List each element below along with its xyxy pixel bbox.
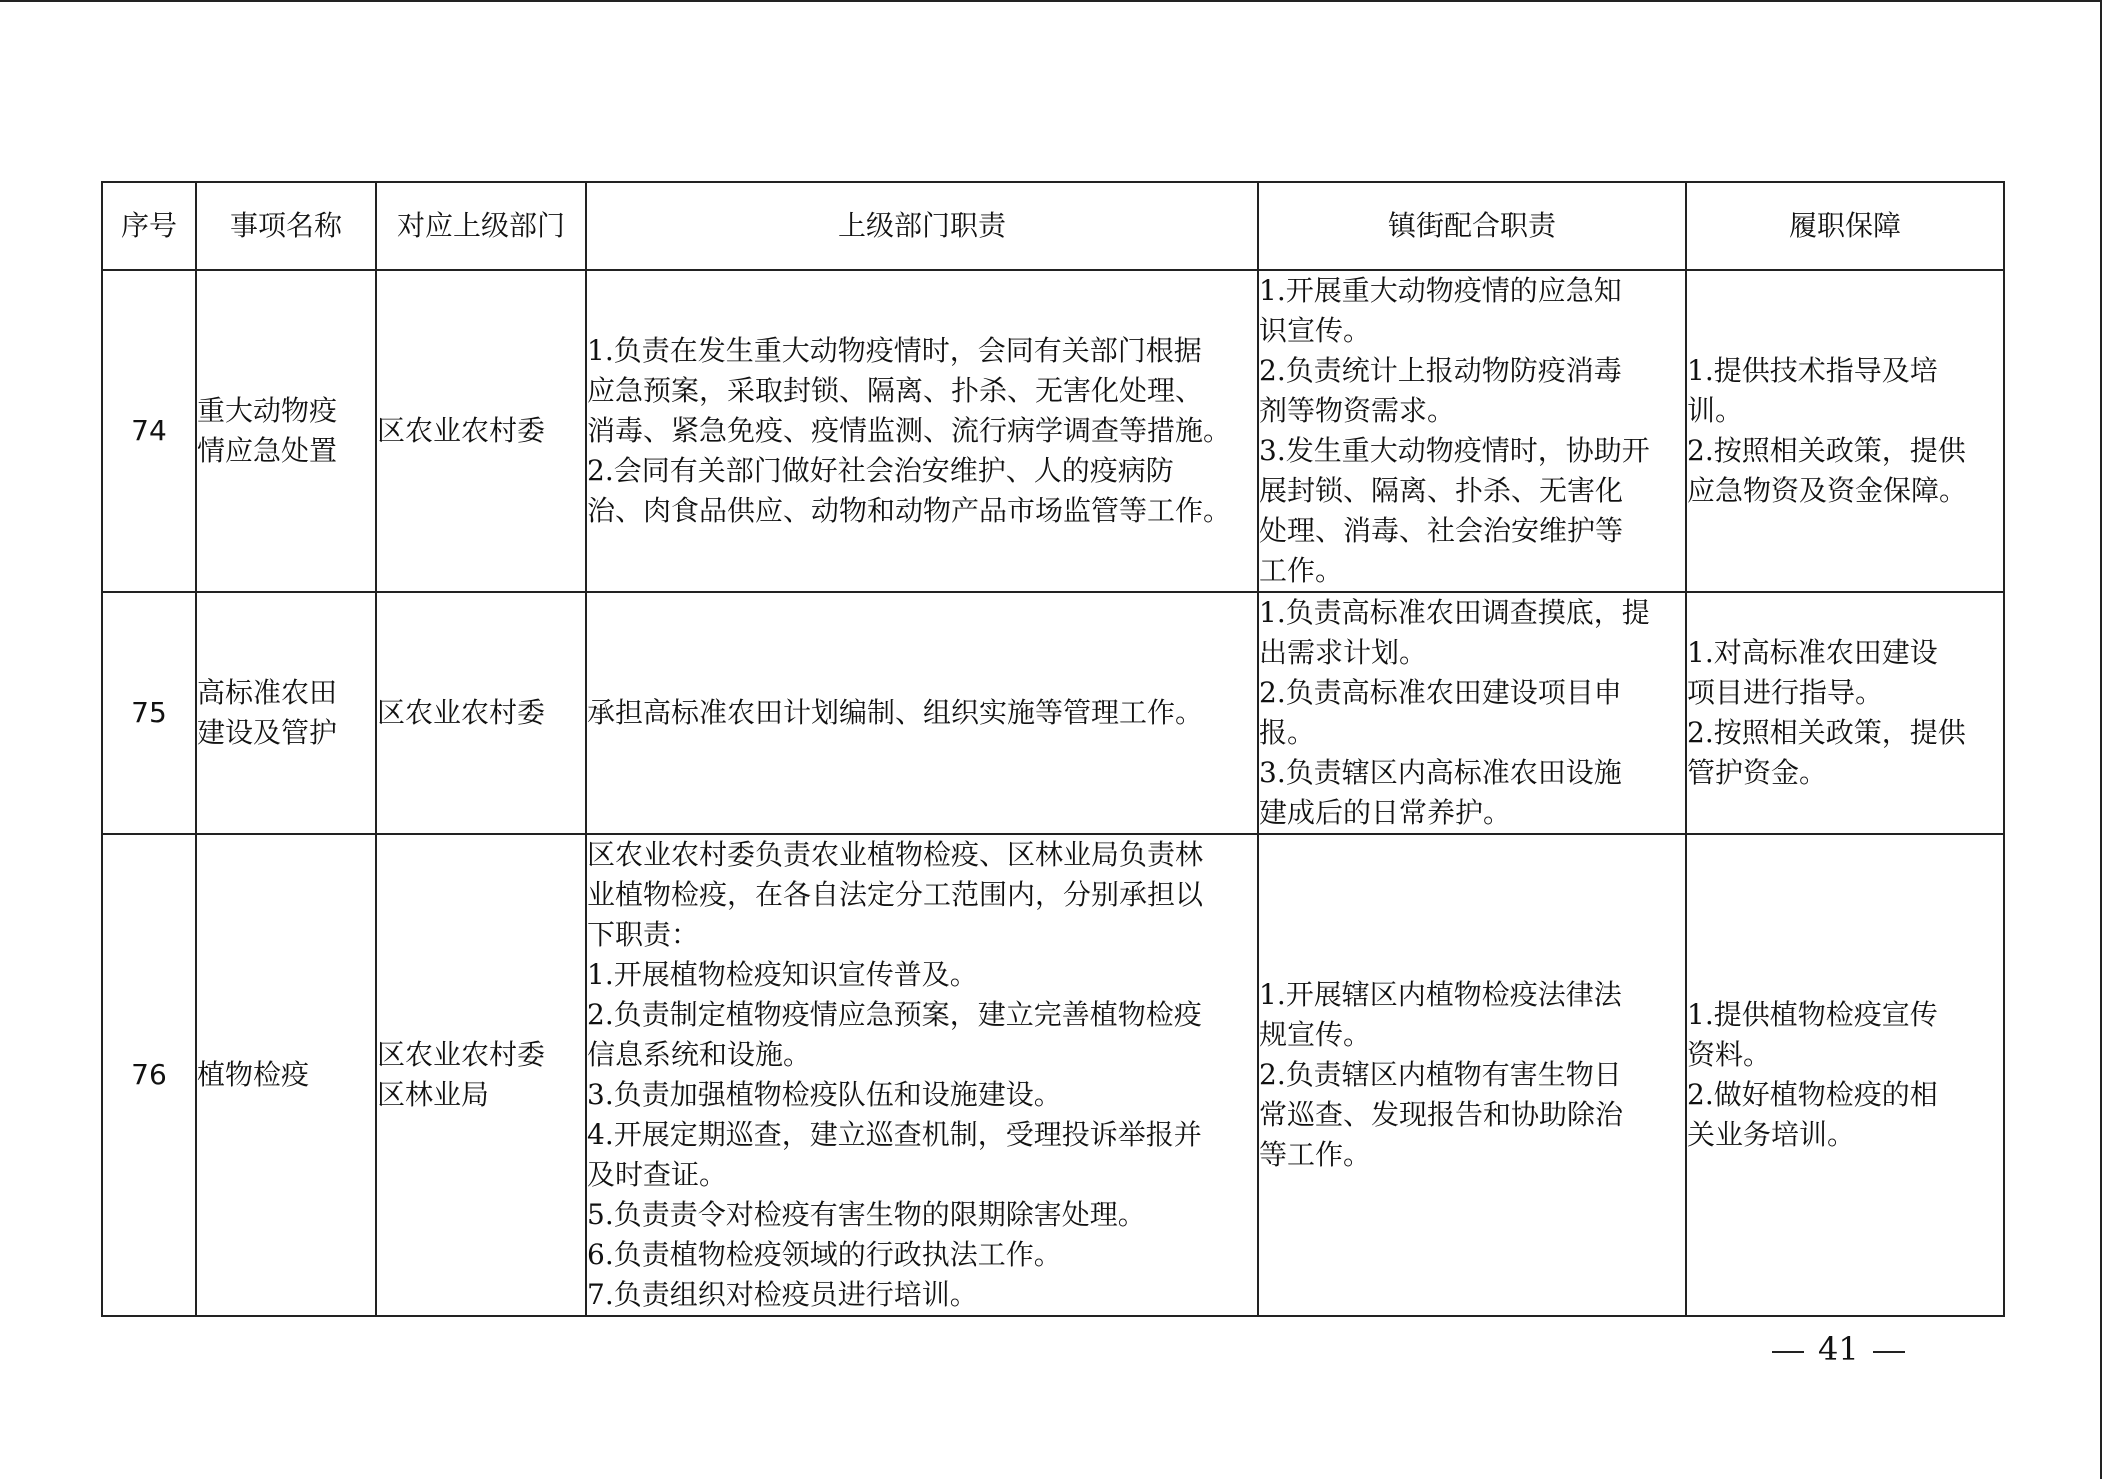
town-duties-line: 规宣传。 <box>1259 1018 1372 1051</box>
upper-duties-line: 消毒、紧急免疫、疫情监测、流行病学调查等措施。 <box>587 414 1232 447</box>
row-number: 74 <box>102 270 196 592</box>
row-number: 76 <box>102 834 196 1316</box>
town-duties-line: 处理、消毒、社会治安维护等 <box>1259 514 1624 547</box>
upper-dept-cell <box>376 834 586 1316</box>
guarantee-line: 应急物资及资金保障。 <box>1687 474 1968 507</box>
guarantee-line: 资料。 <box>1687 1038 1772 1071</box>
header-cell-guarantee: 履职保障 <box>1686 182 2004 270</box>
guarantee-line: 项目进行指导。 <box>1687 676 1884 709</box>
town-duties-line: 3.负责辖区内高标准农田设施 <box>1259 756 1622 789</box>
upper-duties-line: 1.开展植物检疫知识宣传普及。 <box>587 958 978 991</box>
town-duties-line: 1.开展辖区内植物检疫法律法 <box>1259 978 1622 1011</box>
upper-duties-line: 承担高标准农田计划编制、组织实施等管理工作。 <box>587 696 1204 729</box>
dash-left <box>1772 1351 1804 1353</box>
guarantee-cell <box>1686 834 2004 1316</box>
town-duties-line: 出需求计划。 <box>1259 636 1428 669</box>
town-duties-line: 展封锁、隔离、扑杀、无害化 <box>1259 474 1624 507</box>
guarantee-line: 2.按照相关政策，提供 <box>1687 716 1966 749</box>
item-name-line: 植物检疫 <box>197 1058 310 1091</box>
town-duties-line: 识宣传。 <box>1259 314 1372 347</box>
upper-dept-cell <box>376 270 586 592</box>
upper-dept-line: 区农业农村委 <box>377 414 546 447</box>
header-cell-upper-dept: 对应上级部门 <box>376 182 586 270</box>
table-row <box>102 834 2004 1316</box>
town-duties-line: 常巡查、发现报告和协助除治 <box>1259 1098 1624 1131</box>
guarantee-line: 1.提供技术指导及培 <box>1687 354 1938 387</box>
table-header-row <box>102 182 2004 270</box>
header-cell-town-duties: 镇街配合职责 <box>1258 182 1686 270</box>
upper-duties-line: 区农业农村委负责农业植物检疫、区林业局负责林 <box>587 838 1204 871</box>
upper-duties-line: 3.负责加强植物检疫队伍和设施建设。 <box>587 1078 1062 1111</box>
guarantee-cell <box>1686 270 2004 592</box>
upper-duties-line: 2.会同有关部门做好社会治安维护、人的疫病防 <box>587 454 1174 487</box>
header-cell-item-name: 事项名称 <box>196 182 376 270</box>
town-duties-line: 2.负责高标准农田建设项目申 <box>1259 676 1622 709</box>
guarantee-line: 关业务培训。 <box>1687 1118 1856 1151</box>
item-name-line: 高标准农田 <box>197 676 338 709</box>
town-duties-line: 2.负责辖区内植物有害生物日 <box>1259 1058 1622 1091</box>
upper-duties-cell <box>586 270 1258 592</box>
town-duties-line: 1.开展重大动物疫情的应急知 <box>1259 274 1622 307</box>
guarantee-line: 1.提供植物检疫宣传 <box>1687 998 1938 1031</box>
town-duties-line: 1.负责高标准农田调查摸底，提 <box>1259 596 1650 629</box>
town-duties-line: 2.负责统计上报动物防疫消毒 <box>1259 354 1622 387</box>
table-row <box>102 592 2004 834</box>
guarantee-line: 训。 <box>1687 394 1744 427</box>
upper-duties-line: 业植物检疫，在各自法定分工范围内，分别承担以 <box>587 878 1204 911</box>
table-row <box>102 270 2004 592</box>
page-number-text: 41 <box>1818 1330 1859 1368</box>
upper-duties-line: 应急预案，采取封锁、隔离、扑杀、无害化处理、 <box>587 374 1204 407</box>
town-duties-line: 报。 <box>1259 716 1316 749</box>
upper-duties-line: 4.开展定期巡查，建立巡查机制，受理投诉举报并 <box>587 1118 1202 1151</box>
town-duties-cell <box>1258 270 1686 592</box>
item-name-line: 重大动物疫 <box>197 394 338 427</box>
upper-dept-cell <box>376 592 586 834</box>
dash-right <box>1873 1351 1905 1353</box>
upper-duties-line: 2.负责制定植物疫情应急预案，建立完善植物检疫 <box>587 998 1202 1031</box>
upper-duties-cell <box>586 592 1258 834</box>
upper-duties-line: 7.负责组织对检疫员进行培训。 <box>587 1278 978 1311</box>
item-name-cell <box>196 592 376 834</box>
item-name-cell <box>196 834 376 1316</box>
town-duties-cell <box>1258 834 1686 1316</box>
town-duties-cell <box>1258 592 1686 834</box>
upper-dept-line: 区农业农村委 <box>377 1038 546 1071</box>
town-duties-line: 剂等物资需求。 <box>1259 394 1456 427</box>
upper-duties-line: 6.负责植物检疫领域的行政执法工作。 <box>587 1238 1062 1271</box>
item-name-cell <box>196 270 376 592</box>
item-name-line: 建设及管护 <box>197 716 338 749</box>
row-number: 75 <box>102 592 196 834</box>
upper-duties-line: 信息系统和设施。 <box>587 1038 812 1071</box>
guarantee-line: 2.做好植物检疫的相 <box>1687 1078 1938 1111</box>
town-duties-line: 等工作。 <box>1259 1138 1372 1171</box>
guarantee-cell <box>1686 592 2004 834</box>
guarantee-line: 1.对高标准农田建设 <box>1687 636 1938 669</box>
upper-duties-line: 治、肉食品供应、动物和动物产品市场监管等工作。 <box>587 494 1232 527</box>
upper-duties-line: 1.负责在发生重大动物疫情时，会同有关部门根据 <box>587 334 1202 367</box>
town-duties-line: 建成后的日常养护。 <box>1259 796 1512 829</box>
upper-duties-cell <box>586 834 1258 1316</box>
header-cell-upper-duties: 上级部门职责 <box>586 182 1258 270</box>
page-number <box>1758 1330 1908 1368</box>
header-cell-no: 序号 <box>102 182 196 270</box>
upper-duties-line: 及时查证。 <box>587 1158 728 1191</box>
duties-table <box>101 181 2005 1317</box>
guarantee-line: 2.按照相关政策，提供 <box>1687 434 1966 467</box>
guarantee-line: 管护资金。 <box>1687 756 1828 789</box>
upper-dept-line: 区农业农村委 <box>377 696 546 729</box>
town-duties-line: 3.发生重大动物疫情时，协助开 <box>1259 434 1650 467</box>
item-name-line: 情应急处置 <box>197 434 338 467</box>
upper-duties-line: 下职责： <box>587 918 700 951</box>
town-duties-line: 工作。 <box>1259 554 1344 587</box>
upper-duties-line: 5.负责责令对检疫有害生物的限期除害处理。 <box>587 1198 1146 1231</box>
upper-dept-line: 区林业局 <box>377 1078 490 1111</box>
